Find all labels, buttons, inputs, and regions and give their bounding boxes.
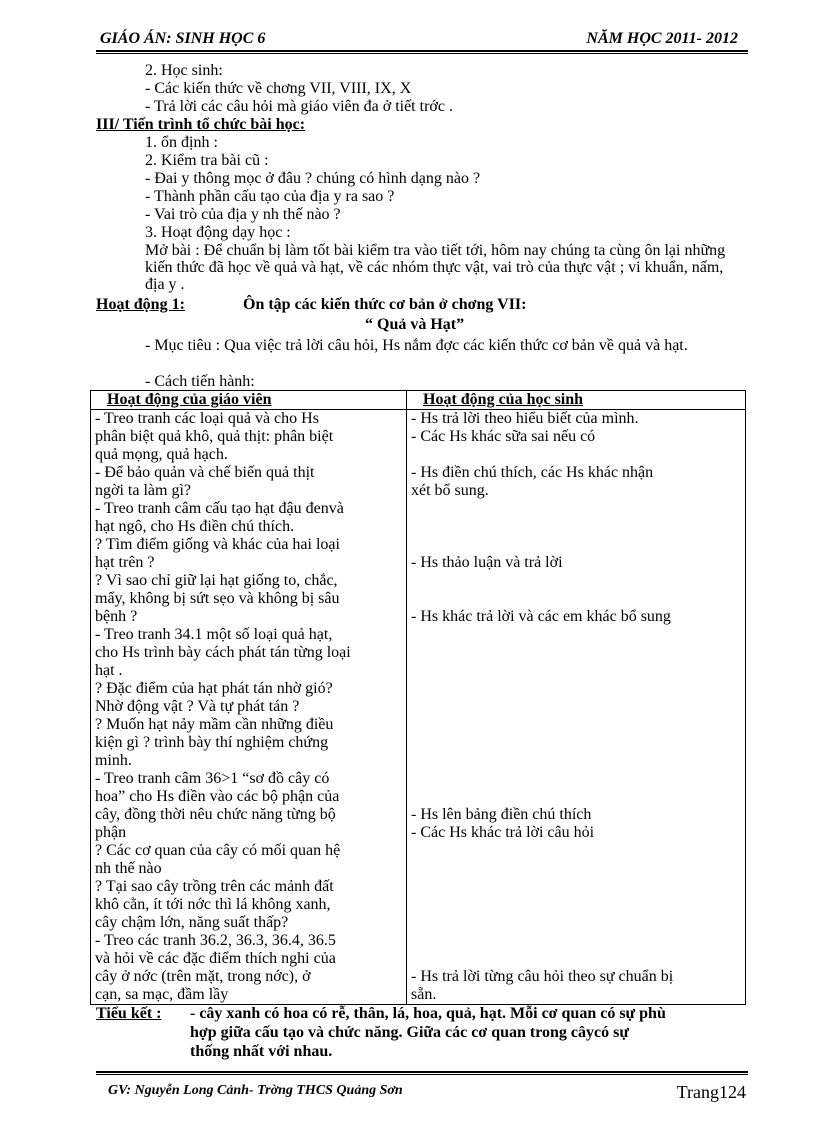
cell-line [411,770,741,788]
student-prep-title: 2. Học sinh: [145,62,223,79]
cell-line: phận [95,824,127,841]
activity-method: - Cách tiến hành: [145,373,255,390]
cell-line [411,500,741,518]
table-row [91,410,746,1005]
step-stabilize: 1. ổn định : [145,134,218,151]
cell-line: và hỏi về các đặc điểm thích nghi của [95,950,336,967]
header-subject: GIÁO ÁN: SINH HỌC 6 [100,30,266,47]
cell-line [411,644,741,662]
cell-line: cho Hs trình bày cách phát tán từng loại [95,644,351,661]
cell-line: minh. [95,752,132,769]
cell-line: - Các Hs khác trả lời câu hỏi [411,824,595,841]
cell-line: - Các Hs khác sữa sai nếu có [411,428,596,445]
cell-line [411,734,741,752]
student-prep-item: - Trả lời các câu hỏi mà giáo viên đa ở tiết trớc . [145,98,453,115]
cell-line: ? Tìm điểm giống và khác của hai loại [95,536,340,553]
cell-line: nh thế nào [95,860,162,877]
summary-line: hợp giữa cấu tạo và chức năng. Giữa các cơ quan trong câycó sự [190,1024,629,1041]
cell-line: - Để bảo quản và chế biến quả thịt [95,464,315,481]
cell-line [411,626,741,644]
cell-line [411,788,741,806]
cell-line: - Hs thảo luận và trả lời [411,554,563,571]
cell-line: kiện gì ? trình bày thí nghiệm chứng [95,734,329,751]
cell-line [411,950,741,968]
cell-line: hoa” cho Hs điền vào các bộ phận của [95,788,340,805]
cell-line: ? Muốn hạt nảy mầm cần những điều [95,716,334,733]
footer-rule-thin [96,1074,748,1075]
footer-author: GV: Nguyễn Long Cảnh- Trờng THCS Quảng Sơn [108,1083,403,1098]
footer-rule [96,1071,748,1073]
page-number: Trang124 [676,1082,746,1102]
section-title: III/ Tiến trình tổ chức bài học: [96,116,306,133]
cell-line [411,518,741,536]
cell-line: bệnh ? [95,608,138,625]
header-rule-thin [96,53,748,54]
intro-paragraph: Mở bài : Để chuẩn bị làm tốt bài kiểm tra vào tiết tới, hôm nay chúng ta cùng ôn lại những kiến thức đã học về quả và hạt, về các nhóm thực vật, vai trò của thực vật ; vi khuẩn, nấm, địa y . [145,242,726,293]
cell-line: sẵn. [411,986,437,1003]
cell-line: ? Tại sao cây trồng trên các mảnh đất [95,878,334,895]
table-header-row [91,391,746,410]
cell-line: Nhờ động vật ? Và tự phát tán ? [95,698,300,715]
cell-line [411,536,741,554]
cell-line: mẩy, không bị sứt sẹo và không bị sâu [95,590,340,607]
cell-line: - Treo tranh các loại quả và cho Hs [95,410,319,427]
cell-line [411,932,741,950]
cell-line [411,896,741,914]
cell-line [411,572,741,590]
cell-line: ? Vì sao chỉ giữ lại hạt giống to, chắc, [95,572,338,589]
review-question: - Thành phần cấu tạo của địa y ra sao ? [145,188,395,205]
page-header [96,30,744,50]
cell-line: ngời ta làm gì? [95,482,191,499]
header-school-year: NĂM HỌC 2011- 2012 [586,30,738,47]
student-activities [407,410,746,1005]
cell-line [411,842,741,860]
cell-line: cây ở nớc (trên mặt, trong nớc), ở [95,968,311,985]
cell-line: - Hs điền chú thích, các Hs khác nhận [411,464,654,481]
cell-line: - Hs trả lời theo hiểu biết của mình. [411,410,639,427]
col-teacher-header: Hoạt động của giáo viên [91,391,407,410]
activity-objective: - Mục tiêu : Qua việc trả lời câu hỏi, Hs nắm đợc các kiến thức cơ bản về quả và hạt. [145,337,688,354]
summary-line: thống nhất với nhau. [190,1043,333,1060]
activity-title: Ôn tập các kiến thức cơ bản ở chơng VII: [243,296,527,313]
cell-line [411,716,741,734]
cell-line [411,914,741,932]
cell-line: cạn, sa mạc, đầm lầy [95,986,229,1003]
step-teaching: 3. Hoạt động dạy học : [145,224,291,241]
cell-line [411,698,741,716]
review-question: - Đai y thông mọc ở đâu ? chúng có hình dạng nào ? [145,170,481,187]
step-review: 2. Kiểm tra bài cũ : [145,152,269,169]
cell-line: hạt . [95,662,123,679]
activity-label: Hoạt động 1: [96,296,185,313]
cell-line: - Treo các tranh 36.2, 36.3, 36.4, 36.5 [95,932,336,949]
cell-line: phân biệt quả khô, quả thịt: phân biệt [95,428,334,445]
cell-line: hạt trên ? [95,554,155,571]
cell-line: - Treo tranh 34.1 một số loại quả hạt, [95,626,333,643]
cell-line [411,446,741,464]
summary-line: - cây xanh có hoa có rễ, thân, lá, hoa, quả, hạt. Mỗi cơ quan có sự phù [190,1005,666,1022]
review-question: - Vai trò của địa y nh thế nào ? [145,206,341,223]
cell-line: ? Các cơ quan của cây có mối quan hệ [95,842,341,859]
activity-subtitle: “ Quả và Hạt” [365,316,465,333]
cell-line: cây, đồng thời nêu chức năng từng bộ [95,806,336,823]
header-rule [96,50,748,52]
cell-line: cây chậm lớn, năng suất thấp? [95,914,289,931]
cell-line [411,662,741,680]
cell-line: xét bổ sung. [411,482,489,499]
cell-line: - Hs lên bảng điền chú thích [411,806,592,823]
cell-line: ? Đặc điểm của hạt phát tán nhờ gió? [95,680,333,697]
summary-label: Tiểu kết : [96,1005,162,1022]
student-prep-item: - Các kiến thức về chơng VII, VIII, IX, X [145,80,412,97]
cell-line: - Treo tranh câm cấu tạo hạt đậu đenvà [95,500,344,517]
cell-line [411,680,741,698]
cell-line: - Hs trả lời từng câu hỏi theo sự chuẩn bị [411,968,674,985]
col-student-header: Hoạt động của học sinh [407,391,746,410]
teacher-activities [91,410,407,1005]
cell-line: hạt ngô, cho Hs điền chú thích. [95,518,295,535]
cell-line [411,878,741,896]
cell-line: - Treo tranh câm 36>1 “sơ đồ cây có [95,770,330,787]
cell-line: quả mọng, quả hạch. [95,446,228,463]
cell-line [411,752,741,770]
cell-line: - Hs khác trả lời và các em khác bổ sung [411,608,671,625]
cell-line [411,590,741,608]
activity-table [90,390,746,1005]
cell-line: khô cằn, ít tới nớc thì lá không xanh, [95,896,331,913]
cell-line [411,860,741,878]
